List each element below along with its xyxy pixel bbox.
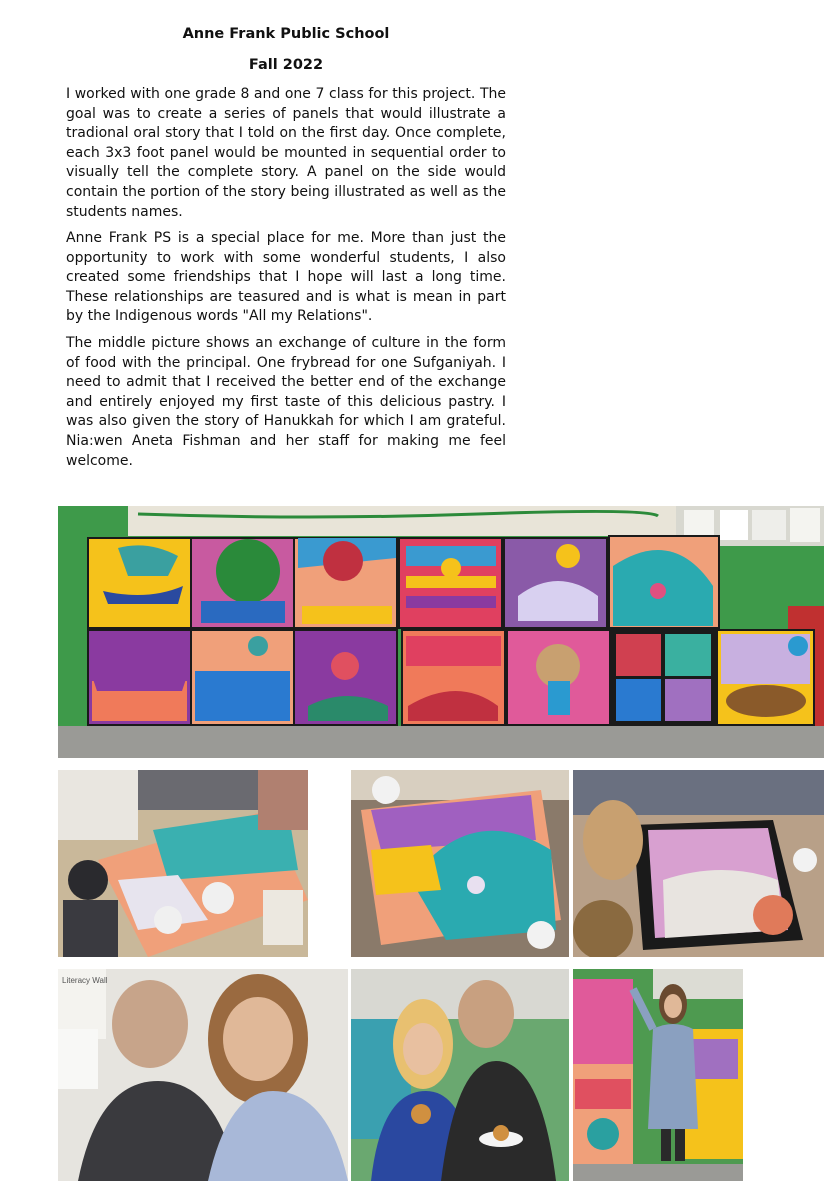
paragraph-exchange: The middle picture shows an exchange of culture in the form of food with the principal. One frybread for one Sufganiyah. I need to admit that I received the better end of the exchange and entirely enjoyed my first taste of this delicious pastry. I was also given the story of Hanukkah for which I am grateful. Nia:wen Aneta Fishman and her staff for making me feel welcome.: [66, 335, 506, 469]
painting-photo-2: [351, 770, 569, 957]
selfie-photo: [58, 969, 348, 1181]
painting-photo-3: [573, 770, 824, 957]
paragraph-project: I worked with one grade 8 and one 7 class for this project. The goal was to create a series of panels that would illustrate a tradional oral story that I told on the first day. Once complete, each 3x3 foot panel would be mounted in sequential order to visually tell the complete story. A panel on the side would contain the portion of the story being illustrated as well as the students names.: [66, 86, 506, 220]
panels-photo: [58, 506, 824, 758]
term-title: Fall 2022: [248, 57, 324, 73]
painting-photo-1: [58, 770, 308, 957]
paragraph-relations: Anne Frank PS is a special place for me. More than just the opportunity to work with some wonderful students, I also created some friendships that I hope will last a long time. These relationships are teasured and is what is mean in part by the Indigenous words "All my Relations".: [66, 230, 506, 325]
standing-photo: [573, 969, 743, 1181]
wall-sign-text: Literacy Wall: [62, 976, 108, 985]
exchange-photo: [351, 969, 569, 1181]
school-title: Anne Frank Public School: [182, 26, 390, 42]
